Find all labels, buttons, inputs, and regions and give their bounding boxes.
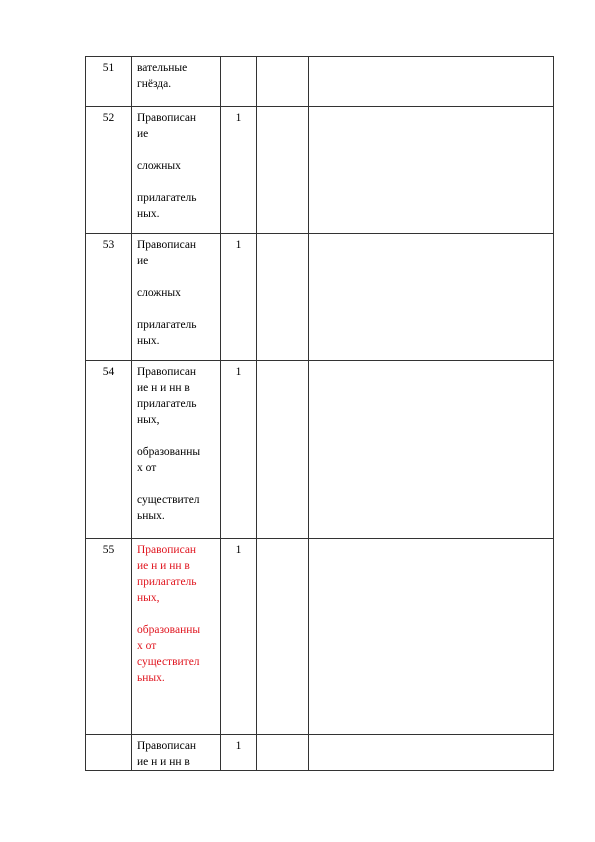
topic-text-line: Правописан xyxy=(137,544,197,556)
topic-text-line: образованны xyxy=(137,446,201,458)
topic-text-line: ие xyxy=(137,128,149,140)
notes-cell xyxy=(309,361,554,539)
table-row xyxy=(86,735,554,771)
topic-text-line: Правописан xyxy=(137,239,197,251)
topic-text-line: образованны xyxy=(137,624,201,636)
lesson-topic-cell xyxy=(132,539,221,735)
topic-text-line: Правописан xyxy=(137,740,197,752)
date-cell xyxy=(257,57,309,107)
lesson-topic-cell xyxy=(132,57,221,107)
paragraph-gap xyxy=(137,428,216,444)
table-row xyxy=(86,107,554,234)
topic-text-line: прилагатель xyxy=(137,192,197,204)
topic-text-line: Правописан xyxy=(137,112,197,124)
topic-text-line: ных, xyxy=(137,592,160,604)
topic-text-line: существител xyxy=(137,494,200,506)
topic-text-line: Правописан xyxy=(137,366,197,378)
lesson-number-cell: 55 xyxy=(86,539,132,735)
lesson-number-cell: 54 xyxy=(86,361,132,539)
paragraph-gap xyxy=(137,174,216,190)
topic-text-line: ных. xyxy=(137,335,160,347)
date-cell xyxy=(257,234,309,361)
topic-text-line: ие xyxy=(137,255,149,267)
paragraph-gap xyxy=(137,606,216,622)
date-cell xyxy=(257,735,309,771)
topic-text-line: х от xyxy=(137,462,157,474)
paragraph-gap xyxy=(137,301,216,317)
topic-text-line: ие н и нн в xyxy=(137,756,190,768)
lesson-number-cell: 52 xyxy=(86,107,132,234)
paragraph-gap xyxy=(137,142,216,158)
lesson-plan-table xyxy=(85,56,554,771)
hours-cell: 1 xyxy=(221,539,257,735)
topic-text-line: гнёзда. xyxy=(137,78,172,90)
table-row xyxy=(86,57,554,107)
date-cell xyxy=(257,107,309,234)
lesson-number-cell xyxy=(86,735,132,771)
topic-text-line: ьных. xyxy=(137,510,165,522)
notes-cell xyxy=(309,539,554,735)
lesson-topic-cell xyxy=(132,234,221,361)
topic-text-line: ных. xyxy=(137,208,160,220)
lesson-topic-cell xyxy=(132,361,221,539)
topic-text-line: х от xyxy=(137,640,157,652)
lesson-topic-cell xyxy=(132,735,221,771)
topic-text-line: сложных xyxy=(137,287,181,299)
hours-cell: 1 xyxy=(221,361,257,539)
notes-cell xyxy=(309,57,554,107)
table-row xyxy=(86,539,554,735)
table-row xyxy=(86,234,554,361)
date-cell xyxy=(257,361,309,539)
table-body xyxy=(86,57,554,771)
paragraph-gap xyxy=(137,476,216,492)
topic-text-line: сложных xyxy=(137,160,181,172)
date-cell xyxy=(257,539,309,735)
lesson-topic-cell xyxy=(132,107,221,234)
topic-text-line: прилагатель xyxy=(137,319,197,331)
hours-cell xyxy=(221,57,257,107)
topic-text-line: вательные xyxy=(137,62,188,74)
topic-text-line: ие н и нн в xyxy=(137,560,190,572)
topic-text-line: существител xyxy=(137,656,200,668)
paragraph-gap xyxy=(137,269,216,285)
notes-cell xyxy=(309,735,554,771)
notes-cell xyxy=(309,234,554,361)
topic-text-line: прилагатель xyxy=(137,398,197,410)
table-row xyxy=(86,361,554,539)
topic-text-line: ных, xyxy=(137,414,160,426)
hours-cell: 1 xyxy=(221,107,257,234)
topic-text-line: прилагатель xyxy=(137,576,197,588)
topic-text-line: ие н и нн в xyxy=(137,382,190,394)
lesson-number-cell: 51 xyxy=(86,57,132,107)
hours-cell: 1 xyxy=(221,234,257,361)
notes-cell xyxy=(309,107,554,234)
lesson-number-cell: 53 xyxy=(86,234,132,361)
hours-cell: 1 xyxy=(221,735,257,771)
topic-text-line: ьных. xyxy=(137,672,165,684)
